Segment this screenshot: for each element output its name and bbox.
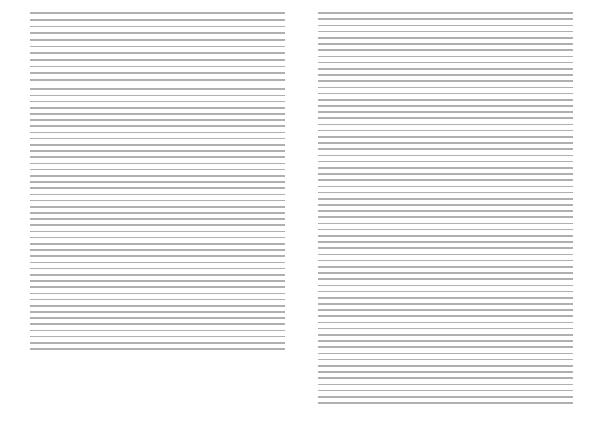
text-line-placeholder <box>30 249 285 251</box>
text-line <box>30 77 285 83</box>
text-line-placeholder <box>30 311 285 313</box>
text-line-placeholder <box>318 346 573 348</box>
text-line-placeholder <box>30 26 285 28</box>
text-line-placeholder <box>318 285 573 287</box>
text-line <box>30 64 285 70</box>
text-line-placeholder <box>318 353 573 355</box>
text-line-placeholder <box>318 142 573 144</box>
text-line-placeholder <box>318 204 573 206</box>
text-line-placeholder <box>318 371 573 373</box>
text-line-placeholder <box>318 309 573 311</box>
text-line-placeholder <box>318 124 573 126</box>
text-line-placeholder <box>318 173 573 175</box>
text-line-placeholder <box>30 79 285 81</box>
text-line-placeholder <box>318 328 573 330</box>
text-line-placeholder <box>318 216 573 218</box>
text-line-placeholder <box>318 161 573 163</box>
text-line-placeholder <box>318 359 573 361</box>
text-line-placeholder <box>30 237 285 239</box>
left-column <box>30 10 285 352</box>
text-line-placeholder <box>318 297 573 299</box>
text-line-placeholder <box>30 299 285 301</box>
text-line-placeholder <box>318 18 573 20</box>
text-line-placeholder <box>318 130 573 132</box>
text-line-placeholder <box>30 206 285 208</box>
text-line-placeholder <box>30 255 285 257</box>
text-line-placeholder <box>30 243 285 245</box>
text-line-placeholder <box>30 330 285 332</box>
text-line-placeholder <box>318 62 573 64</box>
text-line-placeholder <box>318 25 573 27</box>
right-column <box>318 10 573 406</box>
text-line-placeholder <box>318 272 573 274</box>
text-line-placeholder <box>318 223 573 225</box>
text-line-placeholder <box>318 235 573 237</box>
text-line-placeholder <box>318 303 573 305</box>
body-text-left <box>30 86 285 352</box>
text-line-placeholder <box>30 169 285 171</box>
text-line-placeholder <box>30 187 285 189</box>
text-line-placeholder <box>30 39 285 41</box>
text-line-placeholder <box>30 150 285 152</box>
text-line-placeholder <box>30 317 285 319</box>
text-line-placeholder <box>30 286 285 288</box>
text-line <box>30 57 285 63</box>
text-line-placeholder <box>30 59 285 61</box>
text-line <box>30 37 285 43</box>
text-line-placeholder <box>318 322 573 324</box>
text-line <box>318 400 573 406</box>
text-line-placeholder <box>30 163 285 165</box>
text-line-placeholder <box>30 336 285 338</box>
text-line-placeholder <box>30 218 285 220</box>
text-line <box>30 43 285 49</box>
text-line-placeholder <box>30 101 285 103</box>
text-line-placeholder <box>30 293 285 295</box>
text-line <box>30 50 285 56</box>
text-line-placeholder <box>30 12 285 14</box>
text-line-placeholder <box>318 31 573 33</box>
text-line <box>30 70 285 76</box>
text-line-placeholder <box>318 155 573 157</box>
text-line-placeholder <box>30 274 285 276</box>
text-line-placeholder <box>30 88 285 90</box>
text-line-placeholder <box>318 37 573 39</box>
text-line-placeholder <box>30 262 285 264</box>
text-line-placeholder <box>30 52 285 54</box>
text-line-placeholder <box>318 291 573 293</box>
text-line-placeholder <box>318 99 573 101</box>
text-line-placeholder <box>318 179 573 181</box>
text-line-placeholder <box>318 377 573 379</box>
text-line <box>30 30 285 36</box>
text-line-placeholder <box>318 192 573 194</box>
text-line-placeholder <box>318 68 573 70</box>
text-line-placeholder <box>318 334 573 336</box>
text-line-placeholder <box>30 342 285 344</box>
text-line-placeholder <box>30 19 285 21</box>
text-line-placeholder <box>30 323 285 325</box>
text-line-placeholder <box>318 93 573 95</box>
text-line-placeholder <box>318 167 573 169</box>
text-line-placeholder <box>318 260 573 262</box>
text-line-placeholder <box>30 194 285 196</box>
text-line-placeholder <box>318 402 573 404</box>
text-line-placeholder <box>30 107 285 109</box>
text-line-placeholder <box>318 80 573 82</box>
text-line-placeholder <box>30 212 285 214</box>
text-line-placeholder <box>318 266 573 268</box>
text-line <box>30 23 285 29</box>
text-line-placeholder <box>318 186 573 188</box>
text-line <box>30 346 285 352</box>
text-line-placeholder <box>318 43 573 45</box>
text-line-placeholder <box>30 119 285 121</box>
text-line-placeholder <box>318 198 573 200</box>
text-line-placeholder <box>318 117 573 119</box>
text-line-placeholder <box>30 46 285 48</box>
text-line-placeholder <box>30 113 285 115</box>
text-line-placeholder <box>30 144 285 146</box>
text-line-placeholder <box>318 74 573 76</box>
text-line-placeholder <box>30 231 285 233</box>
text-line-placeholder <box>30 181 285 183</box>
text-line-placeholder <box>318 56 573 58</box>
text-line-placeholder <box>30 268 285 270</box>
dialogue-block <box>30 10 285 83</box>
text-line-placeholder <box>318 390 573 392</box>
text-line-placeholder <box>318 229 573 231</box>
text-line <box>30 10 285 16</box>
text-line-placeholder <box>30 348 285 350</box>
text-line-placeholder <box>30 72 285 74</box>
text-line-placeholder <box>30 132 285 134</box>
text-line-placeholder <box>30 224 285 226</box>
text-line-placeholder <box>30 95 285 97</box>
text-line-placeholder <box>30 66 285 68</box>
text-line-placeholder <box>318 365 573 367</box>
text-line-placeholder <box>318 12 573 14</box>
text-line-placeholder <box>318 241 573 243</box>
text-line-placeholder <box>318 340 573 342</box>
text-line-placeholder <box>30 138 285 140</box>
body-text-right <box>318 10 573 406</box>
text-line-placeholder <box>318 254 573 256</box>
text-line-placeholder <box>318 49 573 51</box>
text-line-placeholder <box>318 136 573 138</box>
text-line-placeholder <box>30 125 285 127</box>
text-line-placeholder <box>318 396 573 398</box>
text-line-placeholder <box>318 384 573 386</box>
text-line-placeholder <box>30 280 285 282</box>
text-line-placeholder <box>318 111 573 113</box>
text-line-placeholder <box>318 210 573 212</box>
text-line-placeholder <box>318 87 573 89</box>
text-line-placeholder <box>30 305 285 307</box>
text-line-placeholder <box>30 32 285 34</box>
text-line-placeholder <box>30 156 285 158</box>
text-line-placeholder <box>318 278 573 280</box>
text-line-placeholder <box>318 247 573 249</box>
text-line-placeholder <box>318 105 573 107</box>
text-line <box>30 17 285 23</box>
text-line-placeholder <box>30 175 285 177</box>
text-line-placeholder <box>318 148 573 150</box>
text-line-placeholder <box>318 315 573 317</box>
text-line-placeholder <box>30 200 285 202</box>
